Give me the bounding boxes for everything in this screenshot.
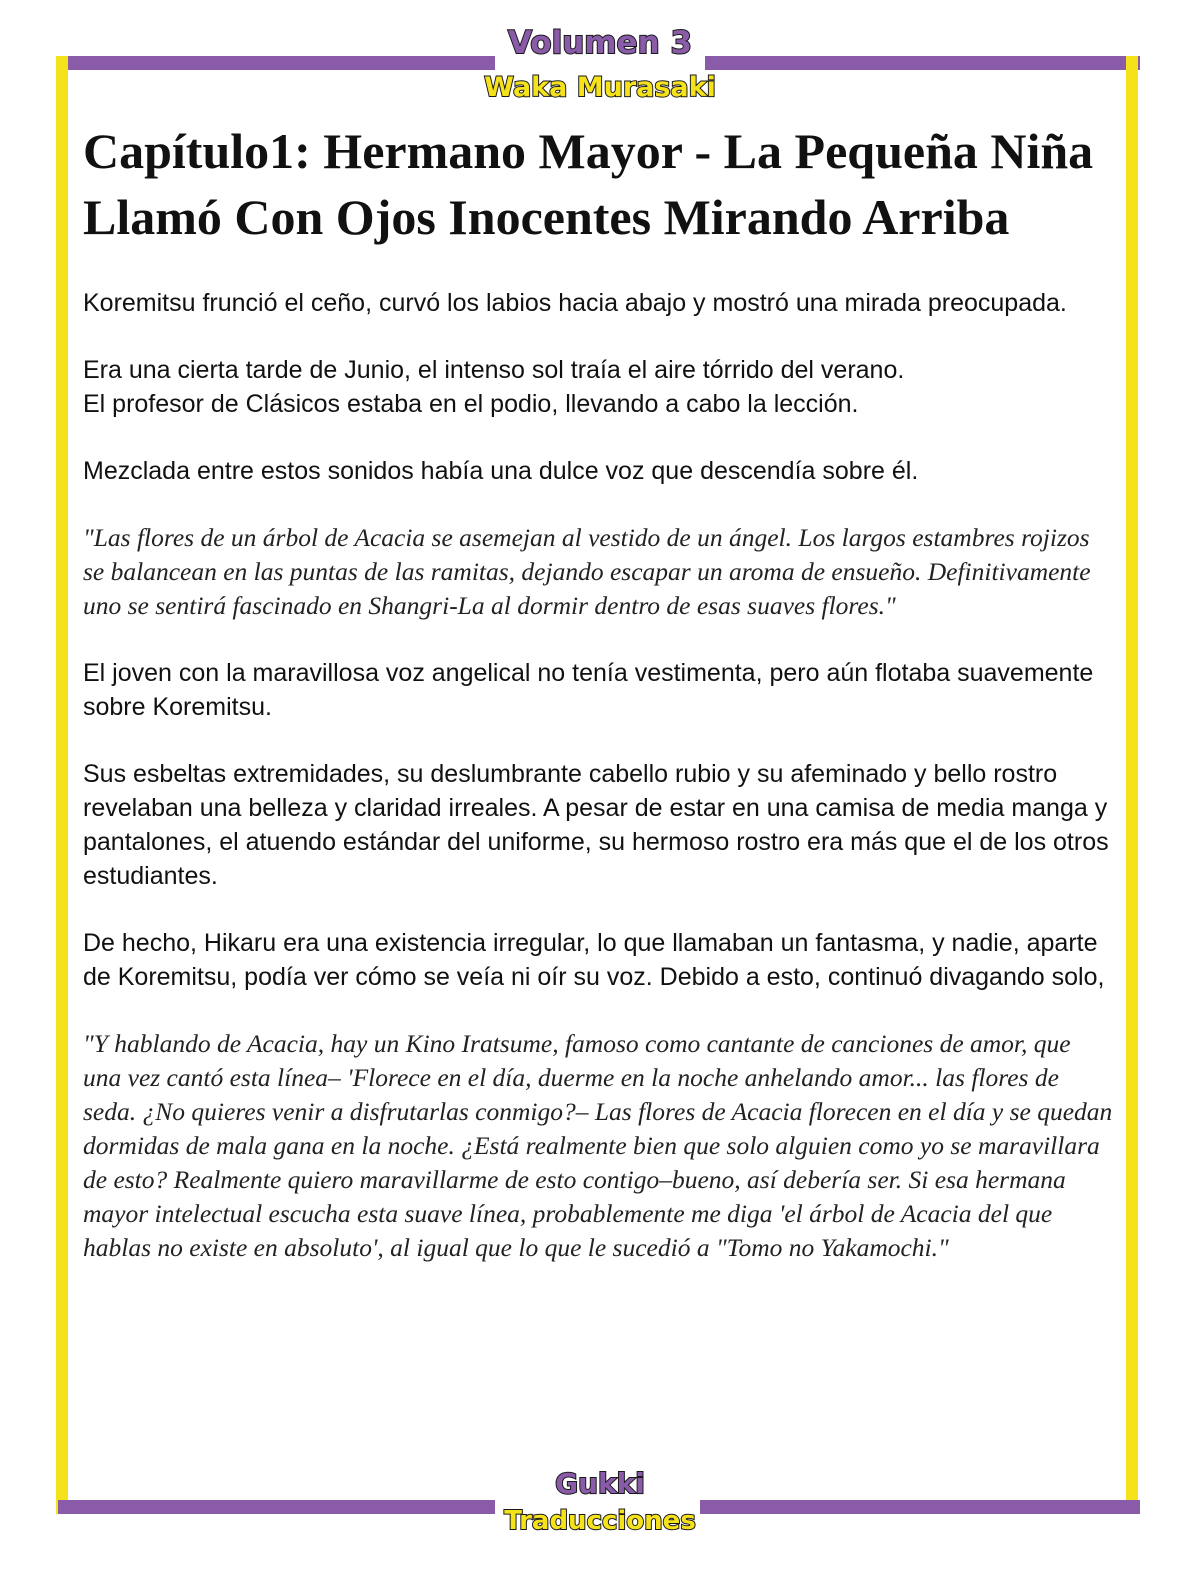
frame-top-right-bar: [705, 56, 1140, 70]
frame-left-bar: [56, 56, 68, 1514]
frame-right-bar: [1126, 56, 1138, 1514]
author-badge: Waka Murasaki: [484, 72, 716, 103]
quote-1: "Las flores de un árbol de Acacia se asemejan al vestido de un ángel. Los largos estambres rojizos se balancean en las puntas de las ramitas, dejando escapar un aroma de ensueño. Definitivamente uno se sentirá fascinado en Shangri-La al dormir dentro de esas suaves flores.": [83, 523, 1091, 620]
frame-bottom-left-bar: [58, 1500, 495, 1514]
paragraph-2: [83, 353, 1113, 421]
paragraph-3: Mezclada entre estos sonidos había una dulce voz que descendía sobre él.: [83, 457, 919, 485]
paragraph-4: El joven con la maravillosa voz angelical no tenía vestimenta, pero aún flotaba suavemente sobre Koremitsu.: [83, 659, 1094, 721]
volume-badge: Volumen 3: [507, 25, 693, 61]
paragraph-2-line-1: Era una cierta tarde de Junio, el intenso sol traía el aire tórrido del verano.: [83, 356, 905, 384]
chapter-title: Capítulo1: Hermano Mayor - La Pequeña Niña Llamó Con Ojos Inocentes Mirando Arriba: [83, 123, 1094, 245]
page-content: [83, 118, 1113, 1298]
paragraph-5: Sus esbeltas extremidades, su deslumbrante cabello rubio y su afeminado y bello rostro revelaban una belleza y claridad irreales. A pesar de estar en una camisa de media manga y pantalones, el atuendo estándar del uniforme, su hermoso rostro era más que el de los otros estudiantes.: [83, 760, 1109, 890]
paragraph-1: Koremitsu frunció el ceño, curvó los labios hacia abajo y mostró una mirada preocupada.: [83, 289, 1067, 317]
frame-bottom-right-bar: [700, 1500, 1140, 1514]
group-name-badge: Gukki: [555, 1467, 645, 1500]
paragraph-2-line-2: El profesor de Clásicos estaba en el podio, llevando a cabo la lección.: [83, 390, 859, 418]
paragraph-6: De hecho, Hikaru era una existencia irregular, lo que llamaban un fantasma, y nadie, aparte de Koremitsu, podía ver cómo se veía ni oír su voz. Debido a esto, continuó divagando solo,: [83, 929, 1105, 991]
quote-2: "Y hablando de Acacia, hay un Kino Iratsume, famoso como cantante de canciones de amor, que una vez cantó esta línea– 'Florece en el día, duerme en la noche anhelando amor... las flores de seda. ¿No quieres venir a disfrutarlas conmigo?– Las flores de Acacia florecen en el día y se quedan dormidas de mala gana en la noche. ¿Está realmente bien que solo alguien como yo se maravillara de esto? Realmente quiero maravillarme de esto contigo–bueno, así debería ser. Si esa hermana mayor intelectual escucha esta suave línea, probablemente me diga 'el árbol de Acacia del que hablas no existe en absoluto', al igual que lo que le sucedió a "Tomo no Yakamochi.": [83, 1029, 1113, 1262]
frame-top-left-bar: [58, 56, 495, 70]
group-subtitle-badge: Traducciones: [504, 1506, 696, 1536]
